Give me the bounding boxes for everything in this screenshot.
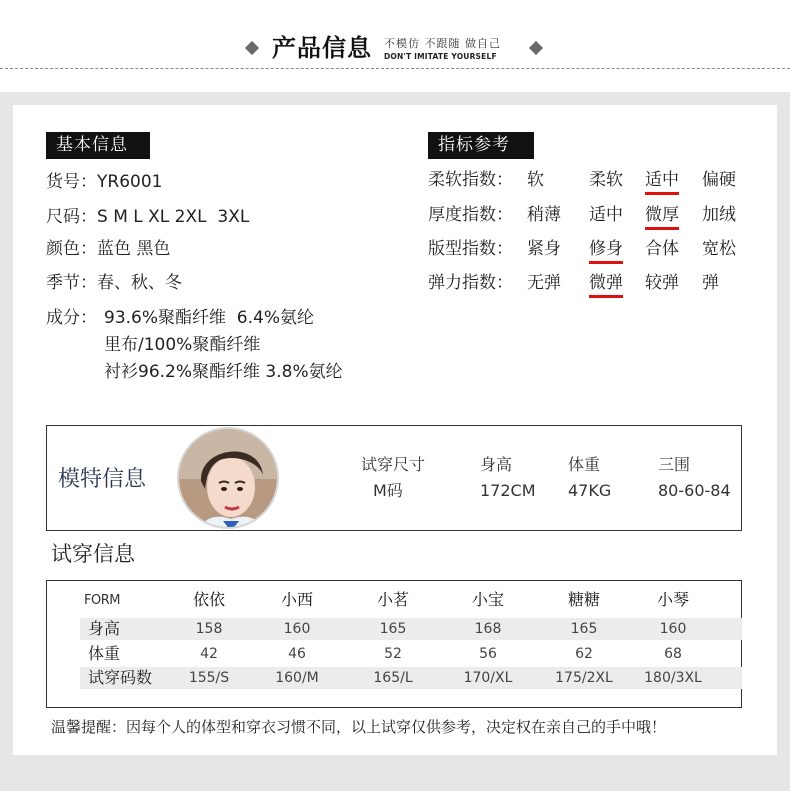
index-option: 加绒	[702, 205, 736, 225]
try-row-label: 体重	[88, 644, 121, 663]
model-weight-label: 体重	[568, 455, 601, 474]
index-row	[428, 204, 768, 230]
composition-label: 成分：	[46, 308, 97, 328]
size-list: 尺码：S M L XL 2XL 3XL	[46, 207, 250, 227]
try-model-name: 依依	[192, 590, 225, 609]
try-cell: 160/M	[275, 670, 319, 686]
disclaimer-text: 温馨提醒：因每个人的体型和穿衣习惯不同，以上试穿仅供参考，决定权在亲自己的手中哦！	[51, 718, 667, 736]
model-avatar	[177, 427, 279, 529]
try-model-name: 小琴	[656, 590, 689, 609]
try-row-label: 试穿码数	[88, 668, 153, 687]
try-cell: 62	[575, 646, 593, 662]
model-size-value: M码	[373, 481, 403, 500]
index-option: 稍薄	[527, 205, 561, 225]
color-list: 颜色：蓝色 黑色	[46, 239, 171, 259]
model-info-title: 模特信息	[58, 467, 147, 492]
page-title: 产品信息	[272, 34, 372, 62]
diamond-left-icon	[245, 41, 259, 55]
try-cell: 68	[664, 646, 682, 662]
try-cell: 165/L	[373, 670, 413, 686]
try-cell: 158	[195, 621, 223, 637]
index-option-selected: 微厚	[645, 204, 679, 230]
try-cell: 175/2XL	[555, 670, 613, 686]
try-model-name: 小西	[280, 590, 313, 609]
index-row-label: 厚度指数：	[428, 205, 513, 225]
try-row-label: 身高	[88, 619, 121, 638]
try-cell: 46	[288, 646, 306, 662]
index-option: 柔软	[589, 170, 623, 190]
index-option-selected: 适中	[645, 169, 679, 195]
diamond-right-icon	[529, 41, 543, 55]
try-cell: 160	[659, 621, 687, 637]
page-header	[0, 0, 790, 70]
model-weight-value: 47KG	[568, 481, 612, 500]
index-option: 偏硬	[702, 170, 736, 190]
index-option-selected: 微弹	[589, 272, 623, 298]
index-option: 适中	[589, 205, 623, 225]
model-height-label: 身高	[480, 455, 513, 474]
index-row	[428, 169, 768, 195]
index-option: 紧身	[527, 239, 561, 259]
composition-line-2: 里布/100%聚酯纤维	[104, 335, 261, 355]
index-row-label: 弹力指数：	[428, 273, 513, 293]
item-number: 货号：YR6001	[46, 172, 163, 192]
model-measure-value: 80-60-84	[658, 481, 731, 500]
try-cell: 56	[479, 646, 497, 662]
try-model-name: 小宝	[471, 590, 504, 609]
index-option: 合体	[645, 239, 679, 259]
header-slogan-en: DON'T IMITATE YOURSELF	[384, 52, 497, 61]
try-cell: 160	[283, 621, 311, 637]
try-cell: 165	[570, 621, 598, 637]
index-reference-tag: 指标参考	[428, 132, 534, 159]
header-divider	[0, 68, 790, 69]
index-option-selected: 修身	[589, 238, 623, 264]
model-height-value: 172CM	[480, 481, 536, 500]
season-list: 季节：春、秋、冬	[46, 273, 182, 293]
try-form-label: FORM	[84, 593, 120, 608]
model-info-box	[46, 425, 742, 531]
composition-line-1: 93.6%聚酯纤维 6.4%氨纶	[104, 308, 315, 328]
try-cell: 168	[474, 621, 502, 637]
try-cell: 42	[200, 646, 218, 662]
index-row-label: 柔软指数：	[428, 170, 513, 190]
index-option: 宽松	[702, 239, 736, 259]
header-slogan-cn: 不模仿 不跟随 做自己	[384, 37, 501, 50]
index-row	[428, 238, 768, 264]
try-cell: 155/S	[188, 670, 230, 686]
try-cell: 170/XL	[463, 670, 513, 686]
try-model-name: 糖糖	[567, 590, 600, 609]
try-cell: 180/3XL	[644, 670, 702, 686]
index-option: 弹	[702, 273, 719, 293]
index-row	[428, 272, 768, 298]
try-cell: 165	[379, 621, 407, 637]
index-row-label: 版型指数：	[428, 239, 513, 259]
index-option: 较弹	[645, 273, 679, 293]
index-option: 无弹	[527, 273, 561, 293]
model-measure-label: 三围	[658, 455, 691, 474]
basic-info-tag: 基本信息	[46, 132, 150, 159]
try-info-title: 试穿信息	[51, 542, 135, 566]
index-option: 软	[527, 170, 544, 190]
model-size-label: 试穿尺寸	[361, 455, 426, 474]
composition-line-3: 衬衫96.2%聚酯纤维 3.8%氨纶	[104, 362, 343, 382]
try-cell: 52	[384, 646, 402, 662]
try-model-name: 小茗	[376, 590, 409, 609]
